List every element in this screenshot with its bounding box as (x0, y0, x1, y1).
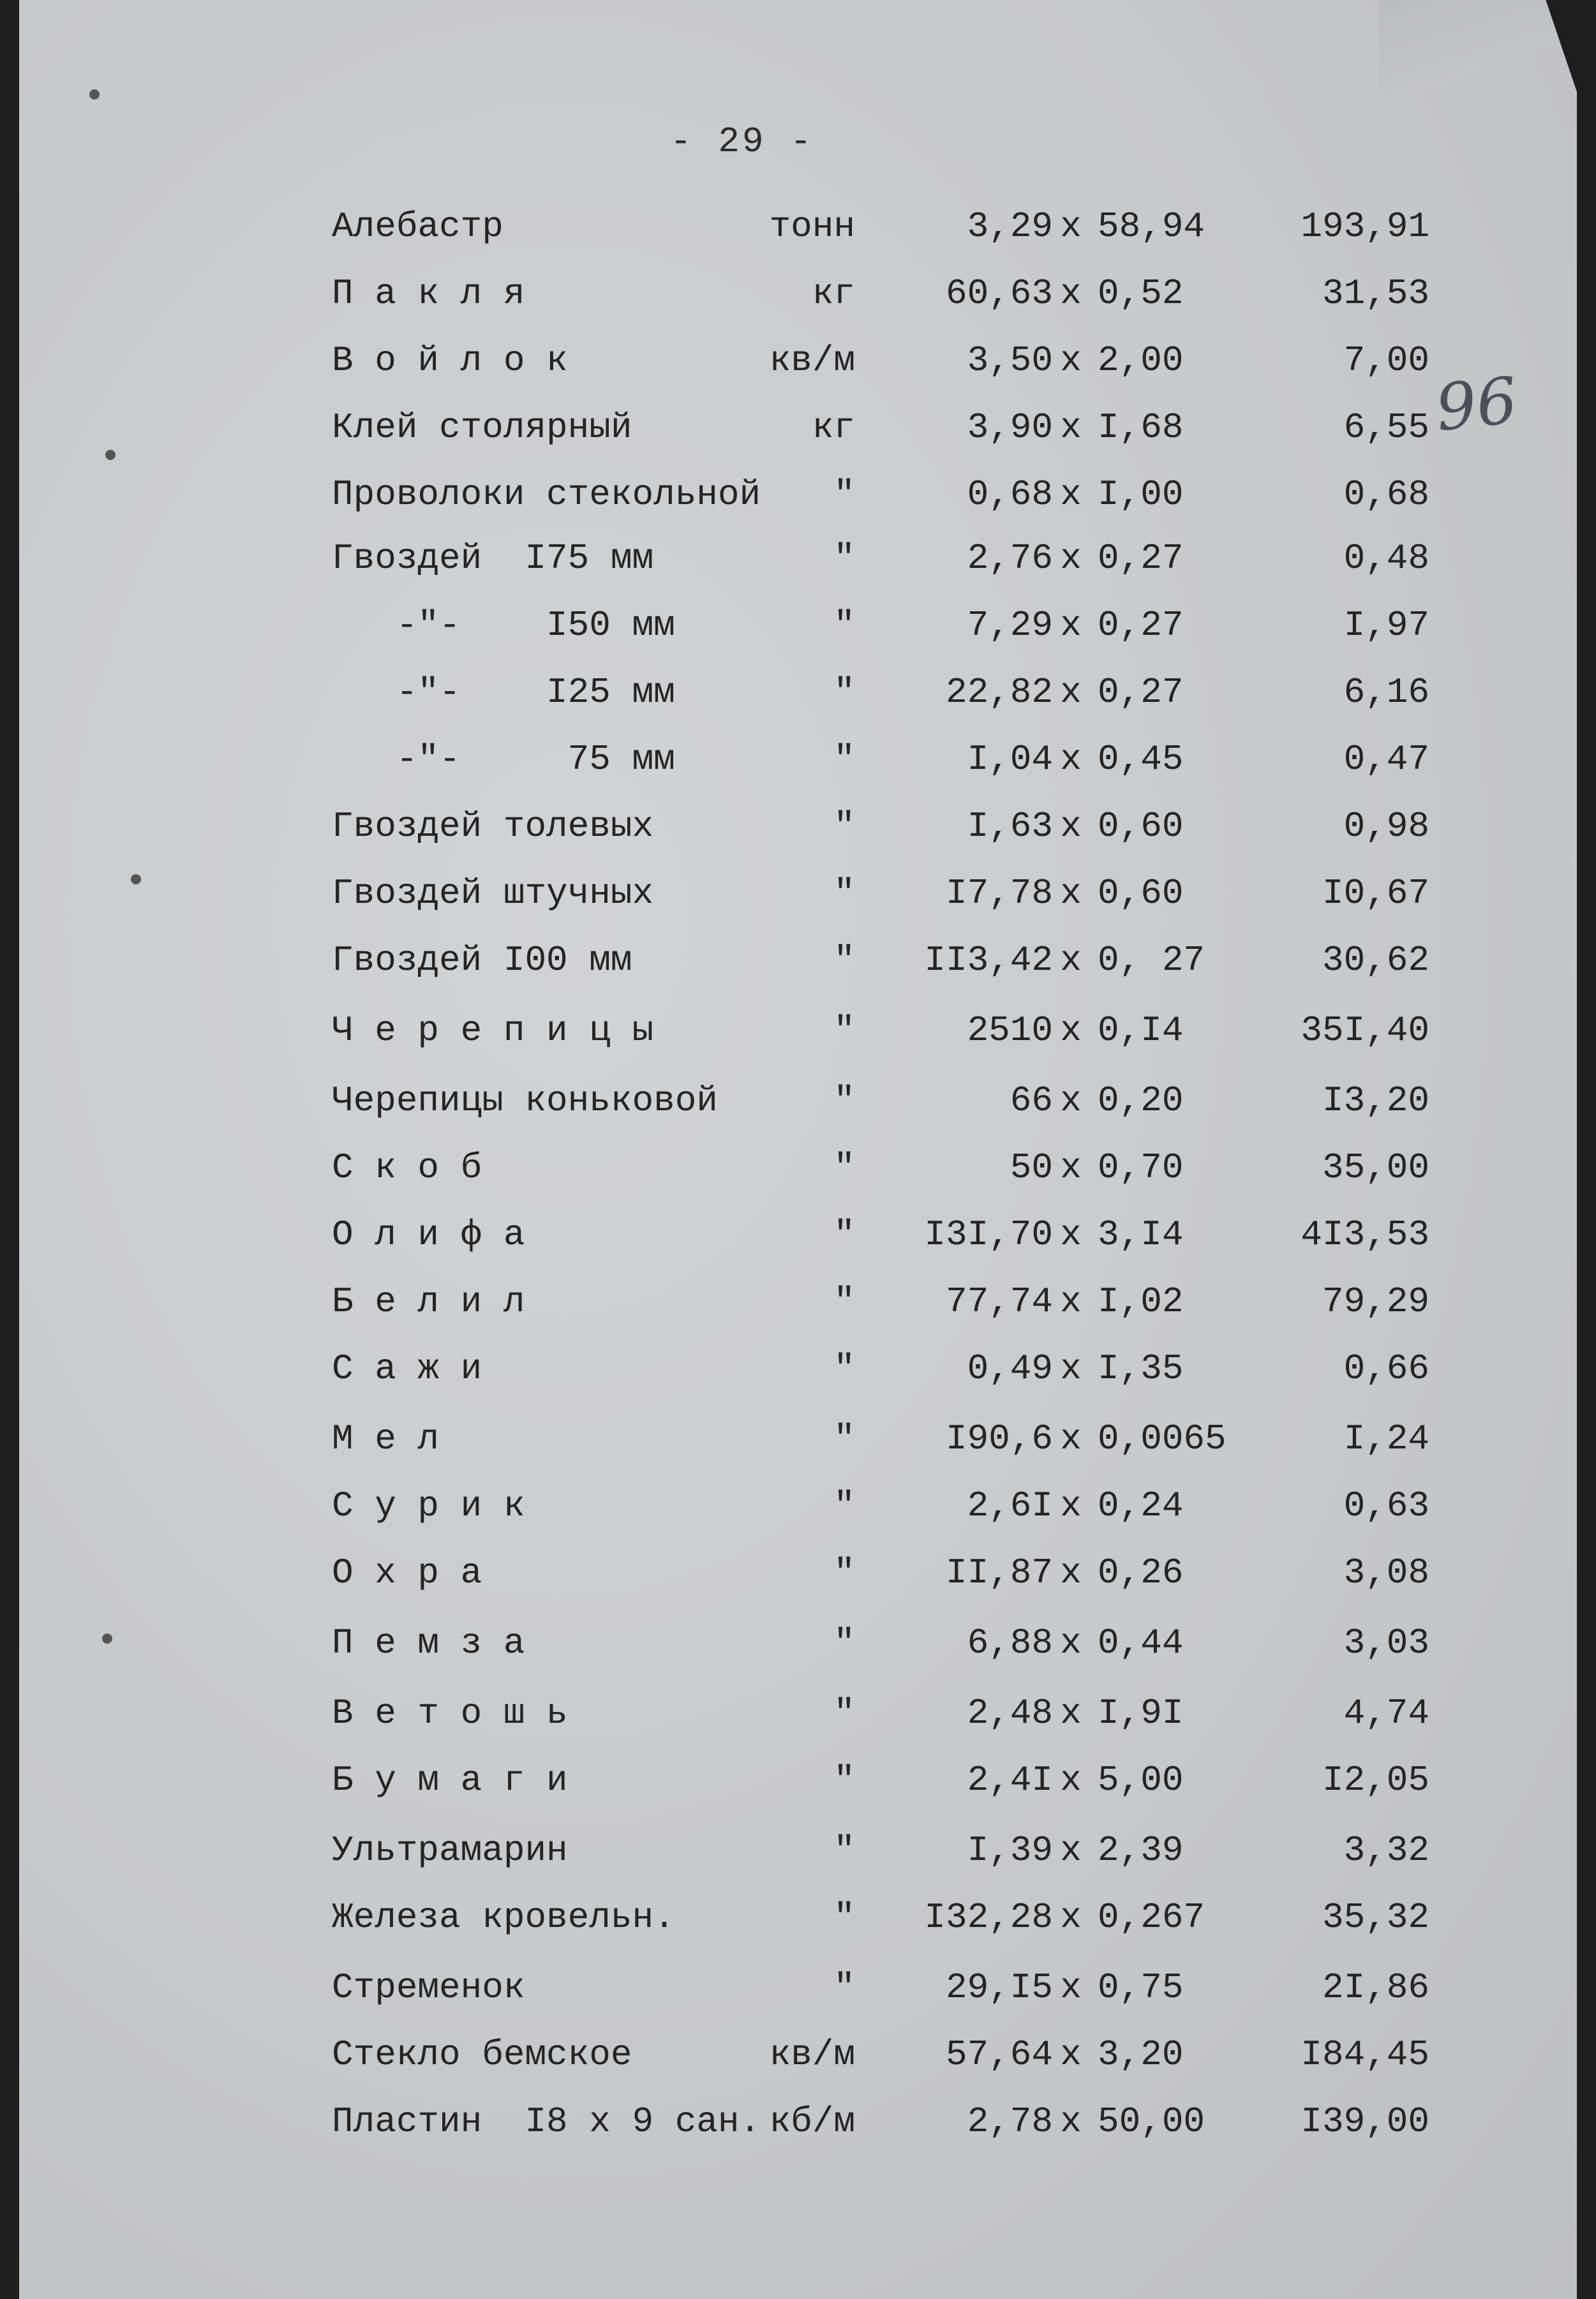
cell-unit: " (833, 873, 855, 914)
cell-name: Гвоздей толевых (332, 806, 654, 847)
cell-qty: 2,78 (967, 2101, 1053, 2142)
cell-price: I,00 (1098, 474, 1184, 515)
cell-mult: x (1060, 407, 1082, 448)
cell-name: Ультрамарин (332, 1830, 568, 1871)
cell-qty: 60,63 (945, 273, 1053, 314)
cell-total: 0,68 (1343, 474, 1429, 515)
cell-name: -"- I50 мм (332, 605, 675, 646)
cell-price: 0,60 (1098, 873, 1184, 914)
cell-price: 2,39 (1098, 1830, 1184, 1871)
cell-qty: I3I,70 (924, 1214, 1053, 1255)
cell-price: I,68 (1098, 407, 1184, 448)
cell-qty: 3,50 (967, 340, 1053, 381)
cell-price: I,9I (1098, 1693, 1184, 1734)
cell-price: 0,52 (1098, 273, 1184, 314)
cell-price: 0,27 (1098, 538, 1184, 579)
cell-price: 0,27 (1098, 605, 1184, 646)
table-row (0, 2026, 1596, 2083)
cell-qty: 66 (1010, 1080, 1053, 1121)
cell-unit: " (833, 806, 855, 847)
cell-name: Стекло бемское (332, 2034, 632, 2075)
cell-mult: x (1060, 474, 1082, 515)
table-row (0, 798, 1596, 855)
cell-name: Б е л и л (332, 1281, 525, 1322)
cell-mult: x (1060, 1348, 1082, 1389)
cell-price: 0,20 (1098, 1080, 1184, 1121)
cell-total: I0,67 (1322, 873, 1429, 914)
cell-price: 58,94 (1098, 206, 1205, 247)
cell-mult: x (1060, 605, 1082, 646)
cell-price: 50,00 (1098, 2101, 1205, 2142)
table-row (0, 1822, 1596, 1879)
cell-total: 6,55 (1343, 407, 1429, 448)
cell-name: Стременок (332, 1967, 525, 2008)
cell-price: 5,00 (1098, 1760, 1184, 1801)
cell-mult: x (1060, 672, 1082, 713)
cell-mult: x (1060, 1623, 1082, 1663)
cell-qty: 2,4I (967, 1760, 1053, 1801)
cell-mult: x (1060, 1552, 1082, 1593)
cell-mult: x (1060, 340, 1082, 381)
cell-unit: кв/м (769, 2034, 855, 2075)
cell-name: Алебастр (332, 206, 503, 247)
table-row (0, 1002, 1596, 1059)
cell-price: 0, 27 (1098, 940, 1205, 981)
cell-unit: " (833, 1693, 855, 1734)
cell-total: 30,62 (1322, 940, 1429, 981)
table-row (0, 1139, 1596, 1196)
cell-qty: 22,82 (945, 672, 1053, 713)
cell-mult: x (1060, 1080, 1082, 1121)
cell-mult: x (1060, 1760, 1082, 1801)
cell-unit: " (833, 1552, 855, 1593)
table-row (0, 1889, 1596, 1946)
cell-total: 35,00 (1322, 1147, 1429, 1188)
cell-unit: " (833, 1830, 855, 1871)
cell-qty: 2,48 (967, 1693, 1053, 1734)
table-row (0, 1206, 1596, 1263)
cell-price: 0,24 (1098, 1485, 1184, 1526)
table-row (0, 1273, 1596, 1330)
table-row (0, 1072, 1596, 1129)
cell-unit: " (833, 1760, 855, 1801)
cell-mult: x (1060, 1967, 1082, 2008)
cell-unit: " (833, 672, 855, 713)
cell-total: 6,16 (1343, 672, 1429, 713)
cell-price: 0,45 (1098, 739, 1184, 780)
cell-mult: x (1060, 1147, 1082, 1188)
cell-name: Гвоздей I00 мм (332, 940, 632, 981)
cell-unit: " (833, 1348, 855, 1389)
cell-unit: " (833, 1214, 855, 1255)
cell-qty: 29,I5 (945, 1967, 1053, 2008)
cell-mult: x (1060, 873, 1082, 914)
cell-unit: " (833, 474, 855, 515)
cell-unit: " (833, 1967, 855, 2008)
binding-hole-top (89, 89, 100, 100)
cell-name: П е м з а (332, 1623, 525, 1663)
cell-qty: 3,90 (967, 407, 1053, 448)
cell-total: 35,32 (1322, 1897, 1429, 1938)
cell-unit: " (833, 1281, 855, 1322)
cell-mult: x (1060, 1010, 1082, 1051)
cell-price: 0,60 (1098, 806, 1184, 847)
cell-unit: кв/м (769, 340, 855, 381)
cell-name: О х р а (332, 1552, 482, 1593)
cell-unit: " (833, 1418, 855, 1459)
cell-qty: 3,29 (967, 206, 1053, 247)
table-row (0, 865, 1596, 922)
table-row (0, 1685, 1596, 1742)
cell-total: I,24 (1343, 1418, 1429, 1459)
cell-name: М е л (332, 1418, 440, 1459)
cell-unit: " (833, 1010, 855, 1051)
cell-qty: 77,74 (945, 1281, 1053, 1322)
cell-mult: x (1060, 739, 1082, 780)
cell-total: 7,00 (1343, 340, 1429, 381)
cell-qty: 2,76 (967, 538, 1053, 579)
cell-unit: кб/м (769, 2101, 855, 2142)
cell-qty: 2510 (967, 1010, 1053, 1051)
cell-total: 3,08 (1343, 1552, 1429, 1593)
cell-name: Ч е р е п и ц ы (332, 1010, 654, 1051)
cell-total: 0,48 (1343, 538, 1429, 579)
folded-corner (1378, 0, 1596, 96)
cell-name: Гвоздей I75 мм (332, 538, 654, 579)
cell-qty: 50 (1010, 1147, 1053, 1188)
cell-mult: x (1060, 1214, 1082, 1255)
cell-unit: " (833, 1897, 855, 1938)
cell-name: В е т о ш ь (332, 1693, 568, 1734)
page-number: - 29 - (670, 121, 814, 162)
cell-unit: тонн (769, 206, 855, 247)
cell-mult: x (1060, 1418, 1082, 1459)
cell-price: 0,75 (1098, 1967, 1184, 2008)
cell-total: 0,98 (1343, 806, 1429, 847)
cell-price: 0,27 (1098, 672, 1184, 713)
cell-unit: кг (812, 273, 855, 314)
table-row (0, 664, 1596, 721)
cell-qty: I7,78 (945, 873, 1053, 914)
cell-price: 0,267 (1098, 1897, 1205, 1938)
cell-total: 0,66 (1343, 1348, 1429, 1389)
cell-price: 0,26 (1098, 1552, 1184, 1593)
cell-name: О л и ф а (332, 1214, 525, 1255)
cell-mult: x (1060, 206, 1082, 247)
cell-name: В о й л о к (332, 340, 568, 381)
cell-name: Пластин I8 х 9 сан. (332, 2101, 761, 2142)
cell-price: 3,I4 (1098, 1214, 1184, 1255)
cell-unit: " (833, 1623, 855, 1663)
cell-total: 4I3,53 (1301, 1214, 1429, 1255)
cell-qty: 7,29 (967, 605, 1053, 646)
cell-mult: x (1060, 1897, 1082, 1938)
table-row (0, 332, 1596, 389)
cell-price: 0,I4 (1098, 1010, 1184, 1051)
cell-name: Проволоки стекольной (332, 474, 761, 515)
cell-name: Клей столярный (332, 407, 632, 448)
cell-total: 0,63 (1343, 1485, 1429, 1526)
cell-mult: x (1060, 538, 1082, 579)
table-row (0, 1614, 1596, 1672)
cell-name: Гвоздей штучных (332, 873, 654, 914)
cell-total: 0,47 (1343, 739, 1429, 780)
table-row (0, 731, 1596, 788)
cell-qty: I,63 (967, 806, 1053, 847)
table-row (0, 265, 1596, 322)
cell-mult: x (1060, 1485, 1082, 1526)
cell-total: 35I,40 (1301, 1010, 1429, 1051)
cell-mult: x (1060, 1830, 1082, 1871)
table-row (0, 198, 1596, 255)
handwritten-note: 96 (1432, 362, 1521, 446)
cell-total: 193,91 (1301, 206, 1429, 247)
cell-name: Б у м а г и (332, 1760, 568, 1801)
cell-total: I2,05 (1322, 1760, 1429, 1801)
table-row (0, 1410, 1596, 1468)
cell-total: I39,00 (1301, 2101, 1429, 2142)
cell-price: 0,44 (1098, 1623, 1184, 1663)
table-row (0, 530, 1596, 587)
cell-qty: I90,6 (945, 1418, 1053, 1459)
table-row (0, 399, 1596, 456)
table-row (0, 1752, 1596, 1809)
cell-name: -"- 75 мм (332, 739, 675, 780)
cell-unit: кг (812, 407, 855, 448)
cell-mult: x (1060, 1693, 1082, 1734)
table-row (0, 1544, 1596, 1602)
cell-total: I84,45 (1301, 2034, 1429, 2075)
cell-name: С у р и к (332, 1485, 525, 1526)
cell-price: 0,70 (1098, 1147, 1184, 1188)
cell-unit: " (833, 1485, 855, 1526)
cell-price: 2,00 (1098, 340, 1184, 381)
cell-mult: x (1060, 940, 1082, 981)
cell-name: Черепицы коньковой (332, 1080, 718, 1121)
cell-mult: x (1060, 806, 1082, 847)
cell-name: С к о б (332, 1147, 482, 1188)
cell-qty: 57,64 (945, 2034, 1053, 2075)
cell-unit: " (833, 1080, 855, 1121)
table-row (0, 466, 1596, 523)
cell-price: 0,0065 (1098, 1418, 1227, 1459)
cell-unit: " (833, 940, 855, 981)
cell-mult: x (1060, 2034, 1082, 2075)
cell-qty: II3,42 (924, 940, 1053, 981)
cell-total: 3,32 (1343, 1830, 1429, 1871)
cell-mult: x (1060, 2101, 1082, 2142)
cell-total: 31,53 (1322, 273, 1429, 314)
table-row (0, 1340, 1596, 1397)
cell-qty: II,87 (945, 1552, 1053, 1593)
table-row (0, 932, 1596, 989)
cell-name: -"- I25 мм (332, 672, 675, 713)
cell-unit: " (833, 739, 855, 780)
cell-qty: 6,88 (967, 1623, 1053, 1663)
cell-name: С а ж и (332, 1348, 482, 1389)
table-row (0, 1477, 1596, 1535)
cell-mult: x (1060, 273, 1082, 314)
table-row (0, 1959, 1596, 2016)
table-row (0, 2093, 1596, 2150)
cell-total: 4,74 (1343, 1693, 1429, 1734)
table-row (0, 597, 1596, 654)
cell-name: П а к л я (332, 273, 525, 314)
cell-mult: x (1060, 1281, 1082, 1322)
cell-price: 3,20 (1098, 2034, 1184, 2075)
cell-unit: " (833, 538, 855, 579)
cell-qty: 2,6I (967, 1485, 1053, 1526)
cell-unit: " (833, 605, 855, 646)
cell-unit: " (833, 1147, 855, 1188)
cell-total: 3,03 (1343, 1623, 1429, 1663)
cell-price: I,35 (1098, 1348, 1184, 1389)
cell-qty: I,39 (967, 1830, 1053, 1871)
cell-qty: 0,68 (967, 474, 1053, 515)
cell-total: I3,20 (1322, 1080, 1429, 1121)
cell-total: 79,29 (1322, 1281, 1429, 1322)
cell-qty: I32,28 (924, 1897, 1053, 1938)
cell-total: I,97 (1343, 605, 1429, 646)
cell-name: Железа кровельн. (332, 1897, 675, 1938)
cell-total: 2I,86 (1322, 1967, 1429, 2008)
cell-qty: I,04 (967, 739, 1053, 780)
cell-price: I,02 (1098, 1281, 1184, 1322)
cell-qty: 0,49 (967, 1348, 1053, 1389)
